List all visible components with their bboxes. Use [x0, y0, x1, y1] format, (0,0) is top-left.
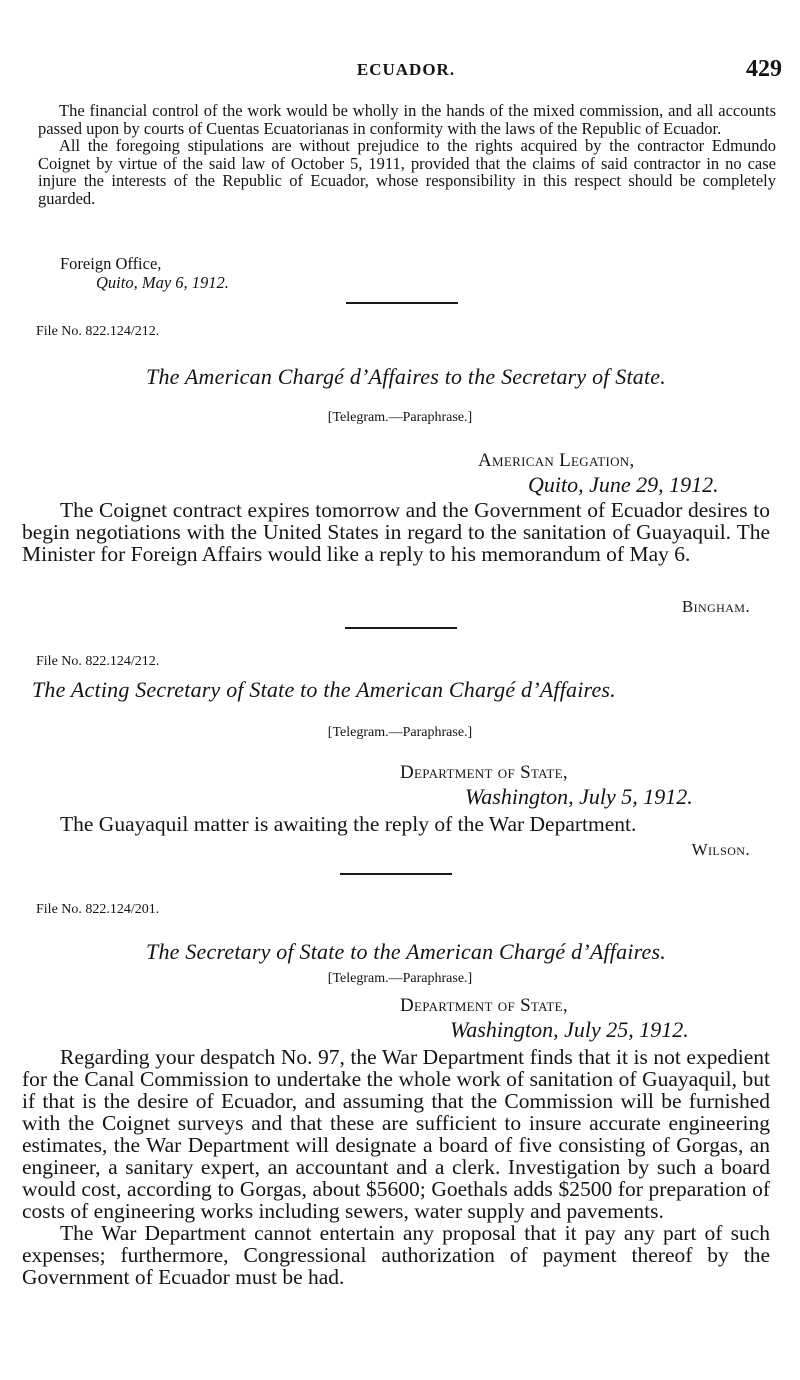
sender-line: American Legation,: [478, 450, 635, 471]
file-number: File No. 822.124/201.: [36, 902, 160, 917]
document-heading: The American Chargé d’Affaires to the Secretary of State.: [146, 364, 666, 389]
section-divider: [346, 302, 458, 304]
memo-tail-body: [38, 102, 776, 207]
body-paragraph: The Guayaquil matter is awaiting the reply of the War Department.: [60, 812, 637, 836]
body-paragraph: The Coignet contract expires tomorrow and the Government of Ecuador desires to begin negotiations with the United States in regard to the sanitation of Guayaquil. The Minister for Foreign Affairs would like a reply to his memorandum of May 6.: [22, 498, 770, 566]
telegram-note: [Telegram.—Paraphrase.]: [327, 725, 473, 740]
sender-line: Department of State,: [400, 995, 568, 1016]
section-divider: [345, 627, 457, 629]
memo-paragraph: All the foregoing stipulations are without prejudice to the rights acquired by the contractor Edmundo Coignet by virtue of the said law of October 5, 1911, provided that the claims of said contractor in no case injure the interests of the Republic of Ecuador, whose responsibility in this respect should be completely guarded.: [38, 136, 776, 208]
body-paragraph: Regarding your despatch No. 97, the War Department finds that it is not expedient for the Canal Commission to undertake the whole work of sanitation of Guayaquil, but if that is the desire of Ecuador, and assuming that the Commission will be furnished with the Coignet surveys and that these are sufficient to insure accurate engineering estimates, the War Department will designate a board of five consisting of Gorgas, an engineer, a sanitary expert, an accountant and a clerk. Investigation by such a board would cost, according to Gorgas, about $5600; Goethals adds $2500 for preparation of costs of engineering works including sewers, water supply and pavements.: [22, 1045, 770, 1223]
telegram-note: [Telegram.—Paraphrase.]: [327, 971, 473, 986]
file-number: File No. 822.124/212.: [36, 324, 160, 339]
signature: Bingham.: [681, 597, 750, 616]
dateline: Washington, July 25, 1912.: [450, 1017, 689, 1042]
document-body: [22, 1046, 770, 1288]
memo-signoff-date: Quito, May 6, 1912.: [96, 273, 229, 292]
running-title: ECUADOR.: [356, 60, 456, 79]
document-body: [22, 499, 770, 565]
dateline: Quito, June 29, 1912.: [528, 472, 719, 497]
dateline: Washington, July 5, 1912.: [465, 784, 693, 809]
section-divider: [340, 873, 452, 875]
page-header: [30, 56, 782, 86]
body-paragraph: The War Department cannot entertain any proposal that it pay any part of such expenses; furthermore, Congressional authorization of payment thereof by the Government of Ecuador must be had.: [22, 1221, 770, 1289]
document-heading: The Acting Secretary of State to the American Chargé d’Affaires.: [32, 677, 616, 702]
memo-signoff-office: Foreign Office,: [60, 254, 162, 273]
memo-paragraph: The financial control of the work would be wholly in the hands of the mixed commission, and all accounts passed upon by courts of Cuentas Ecuatorianas in conformity with the laws of the Republic of Ecuador.: [38, 101, 776, 138]
signature: Wilson.: [691, 840, 750, 859]
page-number: 429: [746, 56, 782, 82]
document-heading: The Secretary of State to the American Chargé d’Affaires.: [146, 939, 666, 964]
document-body: [22, 813, 770, 835]
file-number: File No. 822.124/212.: [36, 654, 160, 669]
sender-line: Department of State,: [400, 762, 568, 783]
telegram-note: [Telegram.—Paraphrase.]: [327, 410, 473, 425]
